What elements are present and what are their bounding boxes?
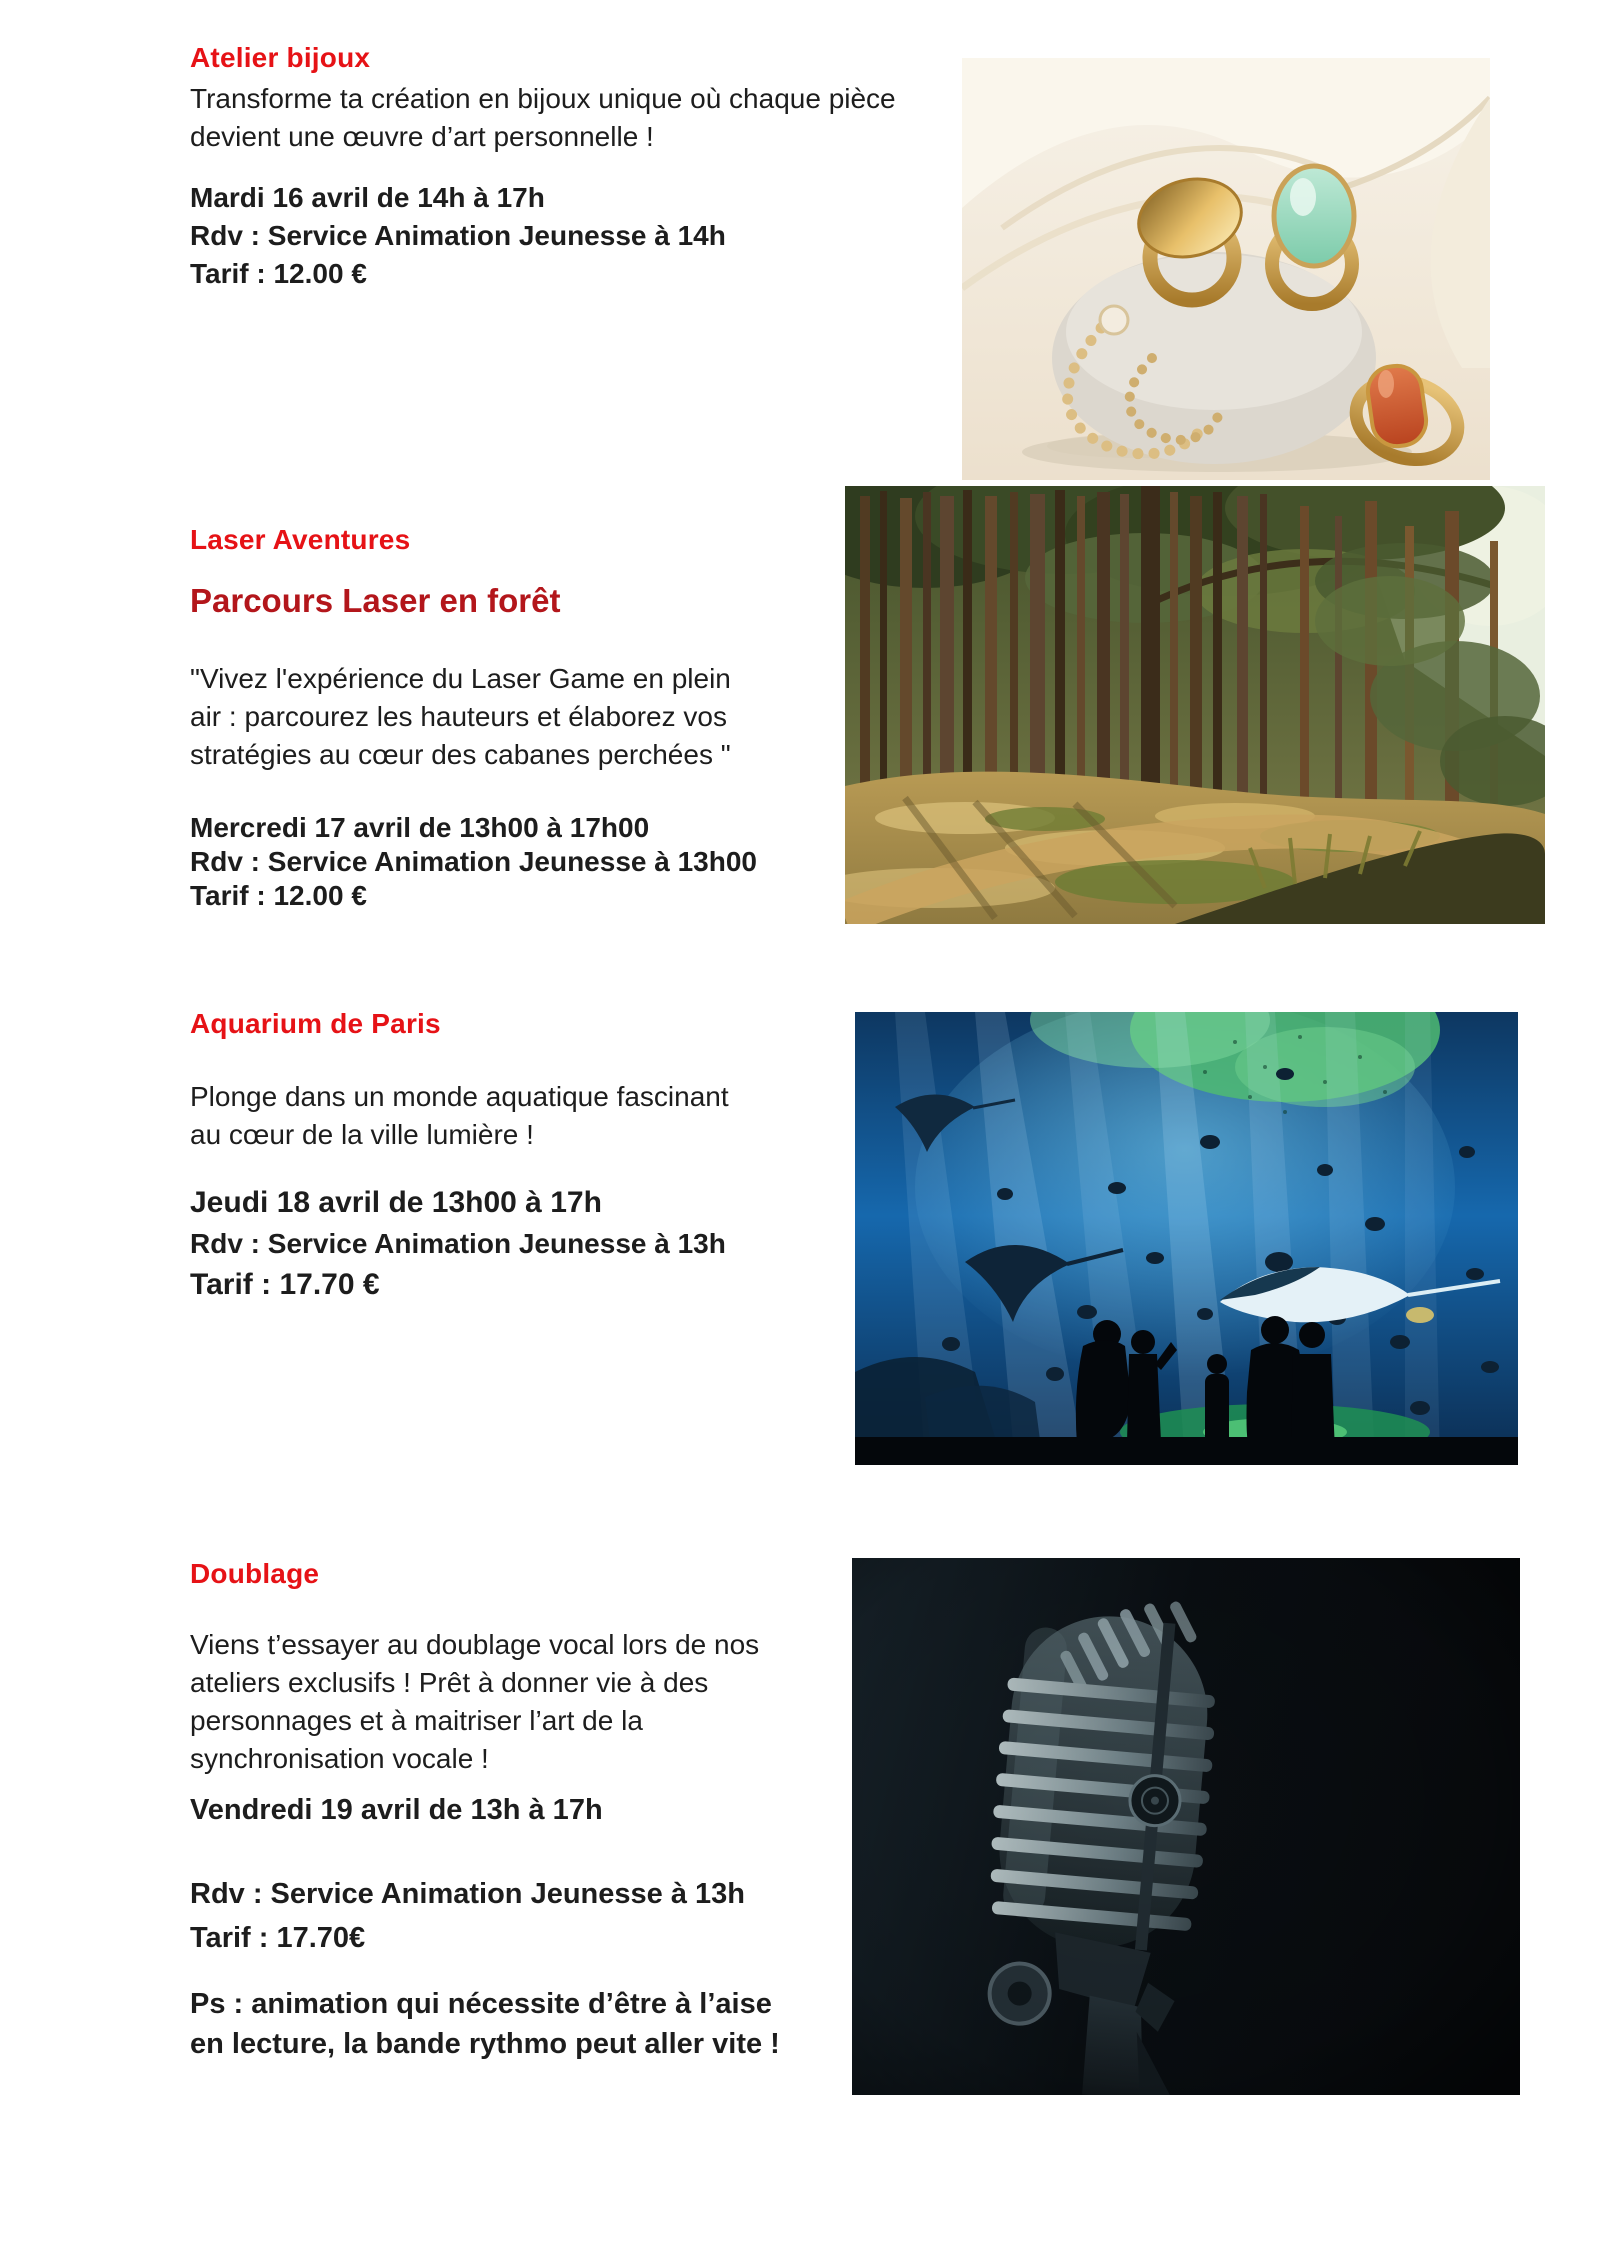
activity-description bbox=[190, 660, 731, 774]
price-line: Tarif : 12.00 € bbox=[190, 258, 367, 289]
description-line: Viens t’essayer au doublage vocal lors de nos bbox=[190, 1629, 760, 1660]
description-line: Transforme ta création en bijoux unique où chaque pièce bbox=[190, 83, 896, 114]
activity-description bbox=[190, 80, 896, 156]
aquarium-photo-illustration bbox=[855, 1012, 1518, 1465]
meeting-point-line: Rdv : Service Animation Jeunesse à 13h00 bbox=[190, 846, 757, 877]
jewelry-photo bbox=[962, 58, 1490, 480]
jewelry-photo-illustration bbox=[962, 58, 1490, 480]
microphone-photo bbox=[852, 1558, 1520, 2095]
description-line: air : parcourez les hauteurs et élaborez vos bbox=[190, 701, 727, 732]
forest-photo-illustration bbox=[845, 486, 1545, 924]
date-line: Mercredi 17 avril de 13h00 à 17h00 bbox=[190, 812, 650, 843]
description-line: au cœur de la ville lumière ! bbox=[190, 1119, 534, 1150]
description-line: synchronisation vocale ! bbox=[190, 1743, 489, 1774]
ps-line: en lecture, la bande rythmo peut aller vite ! bbox=[190, 2028, 780, 2060]
description-line: "Vivez l'expérience du Laser Game en plein bbox=[190, 663, 731, 694]
activity-description bbox=[190, 1626, 759, 1778]
date-line: Mardi 16 avril de 14h à 17h bbox=[190, 182, 545, 213]
meeting-point-line: Rdv : Service Animation Jeunesse à 13h bbox=[190, 1228, 726, 1259]
activity-heading-doublage: Doublage bbox=[190, 1558, 320, 1589]
price-line: Tarif : 17.70 € bbox=[190, 1268, 380, 1301]
forest-photo bbox=[845, 486, 1545, 924]
description-line: personnages et à maitriser l’art de la bbox=[190, 1705, 643, 1736]
date-line: Jeudi 18 avril de 13h00 à 17h bbox=[190, 1186, 602, 1219]
description-line: ateliers exclusifs ! Prêt à donner vie à des bbox=[190, 1667, 709, 1698]
activity-heading-laser-aventures: Laser Aventures bbox=[190, 524, 411, 555]
activity-description bbox=[190, 1078, 729, 1154]
meeting-point-line: Rdv : Service Animation Jeunesse à 13h bbox=[190, 1878, 745, 1910]
date-line: Vendredi 19 avril de 13h à 17h bbox=[190, 1794, 603, 1826]
description-line: devient une œuvre d’art personnelle ! bbox=[190, 121, 654, 152]
activity-subheading: Parcours Laser en forêt bbox=[190, 582, 561, 619]
ps-line: Ps : animation qui nécessite d’être à l’aise bbox=[190, 1988, 772, 2020]
price-line: Tarif : 17.70€ bbox=[190, 1922, 366, 1954]
aquarium-photo bbox=[855, 1012, 1518, 1465]
activity-heading-aquarium: Aquarium de Paris bbox=[190, 1008, 441, 1039]
activity-heading-atelier-bijoux: Atelier bijoux bbox=[190, 42, 371, 73]
meeting-point-line: Rdv : Service Animation Jeunesse à 14h bbox=[190, 220, 726, 251]
description-line: Plonge dans un monde aquatique fascinant bbox=[190, 1081, 729, 1112]
microphone-photo-illustration bbox=[852, 1558, 1520, 2095]
ps-note bbox=[190, 1984, 780, 2064]
price-line: Tarif : 12.00 € bbox=[190, 880, 367, 911]
description-line: stratégies au cœur des cabanes perchées " bbox=[190, 739, 731, 770]
